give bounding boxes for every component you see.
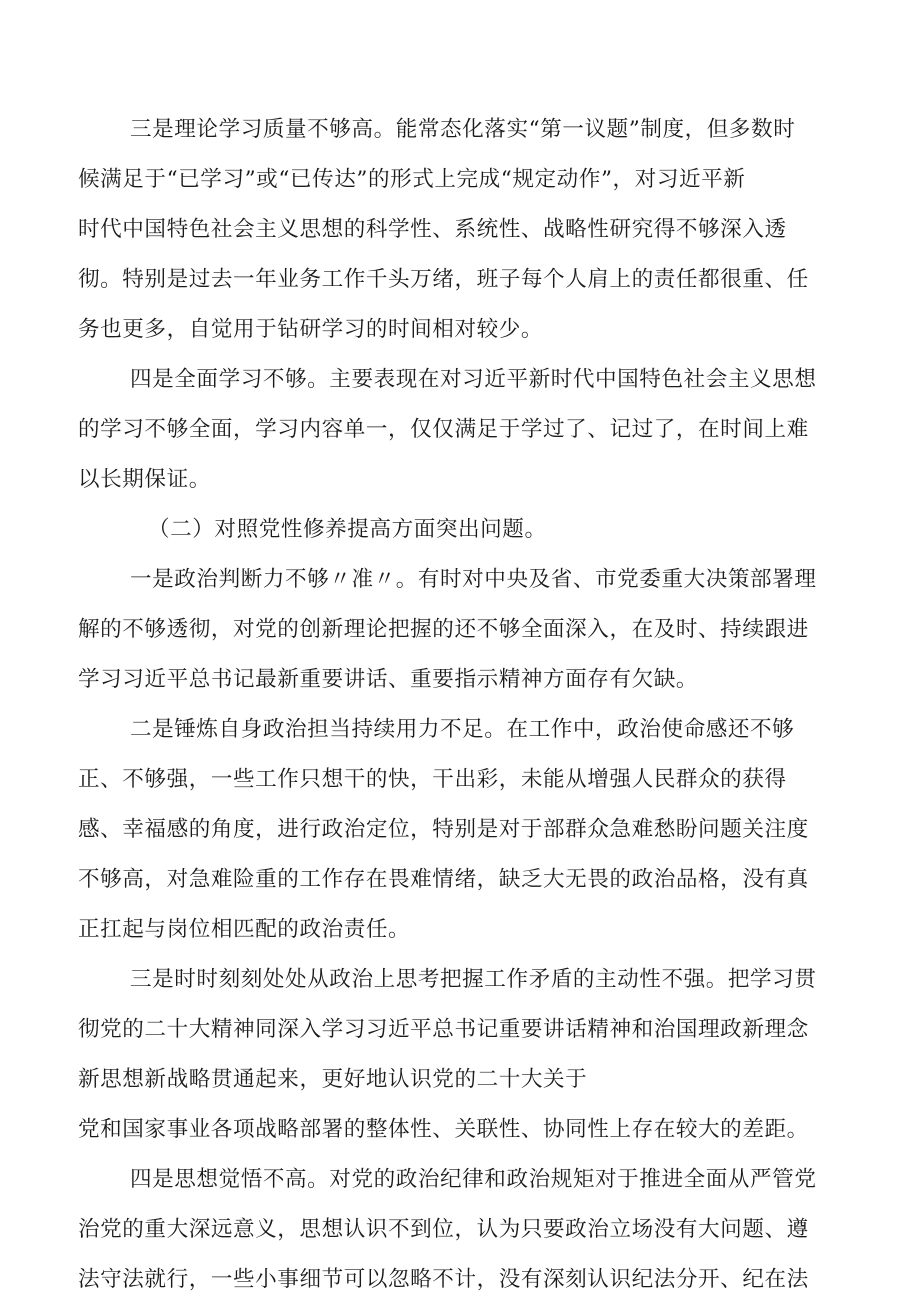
text-line: 三是理论学习质量不够高。能常态化落实“第一议题”制度，但多数时 [130, 117, 796, 142]
text-line: 候满足于“已学习”或“已传达”的形式上完成“规定动作”，对习近平新 [78, 167, 746, 192]
text-line: 感、幸福感的角度，进行政治定位，特别是对于部群众急难愁盼问题关注度 [78, 817, 809, 842]
text-line: 不够高，对急难险重的工作存在畏难情绪，缺乏大无畏的政治品格，没有真 [78, 867, 809, 892]
text-line: 正、不够强，一些工作只想干的快，干出彩，未能从增强人民群众的获得 [78, 767, 787, 792]
text-line: 党和国家事业各项战略部署的整体性、关联性、协同性上存在较大的差距。 [78, 1117, 809, 1142]
text-line: 三是时时刻刻处处从政治上思考把握工作矛盾的主动性不强。把学习贯 [130, 967, 817, 992]
text-line: 新思想新战略贯通起来，更好地认识党的二十大关于 [78, 1067, 588, 1092]
text-line: 解的不够透彻，对党的创新理论把握的还不够全面深入，在及时、持续跟进 [78, 617, 809, 642]
text-line: 务也更多，自觉用于钻研学习的时间相对较少。 [78, 317, 544, 342]
text-line: 时代中国特色社会主义思想的科学性、系统性、战略性研究得不够深入透 [78, 217, 787, 242]
text-line: 的学习不够全面，学习内容单一，仅仅满足于学过了、记过了，在时间上难 [78, 417, 809, 442]
text-line: 彻党的二十大精神同深入学习习近平总书记重要讲话精神和治国理政新理念 [78, 1017, 809, 1042]
text-line: 二是锤炼自身政治担当持续用力不足。在工作中，政治使命感还不够 [130, 717, 795, 742]
text-line: 彻。特别是过去一年业务工作千头万绪，班子每个人肩上的责任都很重、任 [78, 267, 809, 292]
text-line: 学习习近平总书记最新重要讲话、重要指示精神方面存有欠缺。 [78, 667, 699, 692]
text-line: 法守法就行，一些小事细节可以忽略不计，没有深刻认识纪法分开、纪在法 [78, 1267, 809, 1292]
text-line: 治党的重大深远意义，思想认识不到位，认为只要政治立场没有大问题、遵 [78, 1217, 809, 1242]
section-heading: （二）对照党性修养提高方面突出问题。 [148, 517, 547, 542]
text-line: 一是政治判断力不够〃准〃。有时对中央及省、市党委重大决策部署理 [130, 567, 817, 592]
text-line: 以长期保证。 [78, 467, 211, 492]
text-line: 四是思想觉悟不高。对党的政治纪律和政治规矩对于推进全面从严管党 [130, 1167, 817, 1192]
text-line: 正扛起与岗位相匹配的政治责任。 [78, 917, 411, 942]
text-line: 四是全面学习不够。主要表现在对习近平新时代中国特色社会主义思想 [130, 367, 817, 392]
